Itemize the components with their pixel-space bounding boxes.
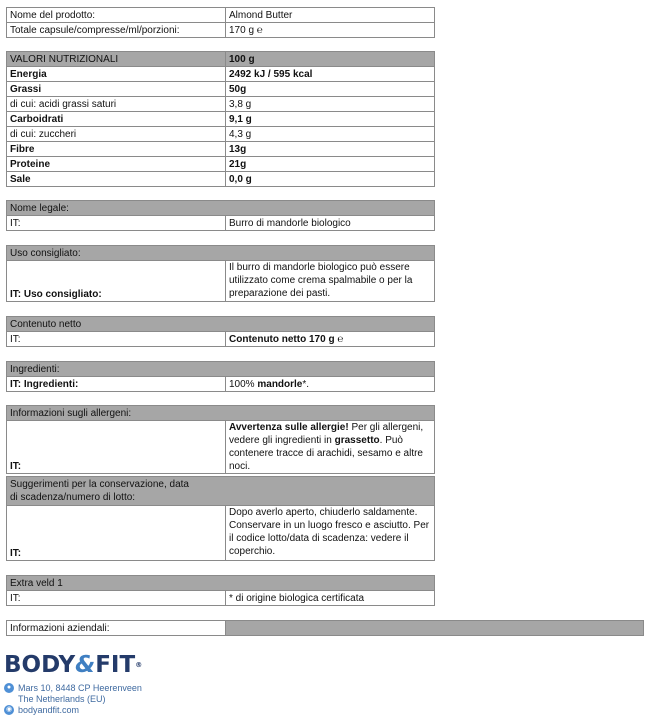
nutrition-row: [7, 127, 435, 142]
nutrition-row: [7, 172, 435, 187]
product-name-label: Nome del prodotto:: [7, 8, 226, 23]
product-total-value: 170 g ℮: [226, 23, 435, 38]
logo-registered-mark: ®: [135, 661, 143, 669]
nutrition-label: Grassi: [7, 82, 226, 97]
net-content-table: [6, 316, 435, 347]
legal-name-header-row: [7, 201, 435, 216]
nutrition-row: [7, 67, 435, 82]
nutrition-label: Fibre: [7, 142, 226, 157]
address-line-1: Mars 10, 8448 CP Heerenveen: [18, 683, 142, 693]
usage-table: [6, 245, 435, 302]
nutrition-value: 9,1 g: [226, 112, 435, 127]
allergens-value: [226, 421, 435, 474]
nutrition-value: 13g: [226, 142, 435, 157]
ingredients-label: IT: Ingredienti:: [7, 377, 226, 392]
legal-name-lang: IT:: [7, 216, 226, 231]
nutrition-label: di cui: acidi grassi saturi: [7, 97, 226, 112]
company-value-cell: [226, 621, 644, 636]
legal-name-row: [7, 216, 435, 231]
extra-header: Extra veld 1: [7, 576, 435, 591]
ingredients-header: Ingredienti:: [7, 362, 435, 377]
allergens-header: Informazioni sugli allergeni:: [7, 406, 435, 421]
nutrition-label: Sale: [7, 172, 226, 187]
ingredients-suffix: *.: [302, 378, 310, 390]
net-content-row: [7, 332, 435, 347]
product-name-value: Almond Butter: [226, 8, 435, 23]
nutrition-row: [7, 82, 435, 97]
usage-label: IT: Uso consigliato:: [7, 261, 226, 302]
nutrition-header-label: VALORI NUTRIZIONALI: [7, 52, 226, 67]
logo-text-right: FIT: [95, 652, 136, 678]
allergens-table: [6, 405, 435, 474]
nutrition-table: [6, 51, 435, 187]
address-line-2: The Netherlands (EU): [18, 694, 106, 704]
usage-row: [7, 261, 435, 302]
legal-name-header: Nome legale:: [7, 201, 435, 216]
usage-header: Uso consigliato:: [7, 246, 435, 261]
nutrition-value: 21g: [226, 157, 435, 172]
company-label: Informazioni aziendali:: [7, 621, 226, 636]
nutrition-header-value: 100 g: [226, 52, 435, 67]
usage-value: Il burro di mandorle biologico può essere utilizzato come crema spalmabile o per la preparazione dei pasti.: [226, 261, 435, 302]
product-name-row: [7, 8, 435, 23]
net-content-value: Contenuto netto 170 g ℮: [226, 332, 435, 347]
nutrition-value: 4,3 g: [226, 127, 435, 142]
storage-lang: IT:: [7, 506, 226, 561]
nutrition-label: Energia: [7, 67, 226, 82]
extra-value: * di origine biologica certificata: [226, 591, 435, 606]
storage-header-row: [7, 477, 435, 506]
ingredients-bold: mandorle: [257, 378, 303, 390]
net-content-header-row: [7, 317, 435, 332]
usage-header-row: [7, 246, 435, 261]
nutrition-value: 3,8 g: [226, 97, 435, 112]
ingredients-header-row: [7, 362, 435, 377]
allergens-text1: Per gli allergeni, vedere gli ingredienti in: [229, 422, 424, 446]
extra-header-row: [7, 576, 435, 591]
nutrition-row: [7, 142, 435, 157]
allergens-row: [7, 421, 435, 474]
nutrition-row: [7, 97, 435, 112]
nutrition-label: Proteine: [7, 157, 226, 172]
storage-value: Dopo averlo aperto, chiuderlo saldamente. Conservare in un luogo fresco e asciutto. Per il codice lotto/data di scadenza: vedere il coperchio.: [226, 506, 435, 561]
company-row: [7, 621, 644, 636]
allergens-bold2: grassetto: [334, 435, 380, 446]
website-link[interactable]: bodyandfit.com: [18, 705, 80, 715]
logo-text-amp: &: [75, 652, 96, 678]
address-row: [4, 683, 142, 694]
ingredients-row: [7, 377, 435, 392]
brand-logo: [4, 651, 142, 679]
legal-name-table: [6, 200, 435, 231]
nutrition-row: [7, 112, 435, 127]
logo-text-left: BODY: [4, 652, 76, 678]
nutrition-row: [7, 157, 435, 172]
ingredients-prefix: 100%: [229, 378, 258, 390]
location-pin-icon: ●: [4, 683, 14, 693]
legal-name-value: Burro di mandorle biologico: [226, 216, 435, 231]
nutrition-value: 0,0 g: [226, 172, 435, 187]
allergens-header-row: [7, 406, 435, 421]
allergens-lang: IT:: [7, 421, 226, 474]
globe-icon: ◉: [5, 706, 13, 713]
product-total-row: [7, 23, 435, 38]
ingredients-value: [226, 377, 435, 392]
nutrition-header-row: [7, 52, 435, 67]
nutrition-label: Carboidrati: [7, 112, 226, 127]
extra-lang: IT:: [7, 591, 226, 606]
company-address: [4, 683, 142, 716]
net-content-header: Contenuto netto: [7, 317, 435, 332]
allergens-text2: . Può contenere tracce di arachidi, sesamo e altre noci.: [229, 435, 423, 472]
extra-row: [7, 591, 435, 606]
storage-header: Suggerimenti per la conservazione, data di scadenza/numero di lotto:: [7, 477, 435, 506]
product-total-label: Totale capsule/compresse/ml/porzioni:: [7, 23, 226, 38]
allergens-bold1: Avvertenza sulle allergie!: [229, 422, 349, 433]
nutrition-label: di cui: zuccheri: [7, 127, 226, 142]
storage-row: [7, 506, 435, 561]
product-table: [6, 7, 435, 38]
nutrition-value: 2492 kJ / 595 kcal: [226, 67, 435, 82]
company-table: [6, 620, 644, 636]
website-row: [4, 705, 142, 716]
ingredients-table: [6, 361, 435, 392]
net-content-lang: IT:: [7, 332, 226, 347]
storage-table: [6, 476, 435, 561]
extra-table: [6, 575, 435, 606]
nutrition-value: 50g: [226, 82, 435, 97]
